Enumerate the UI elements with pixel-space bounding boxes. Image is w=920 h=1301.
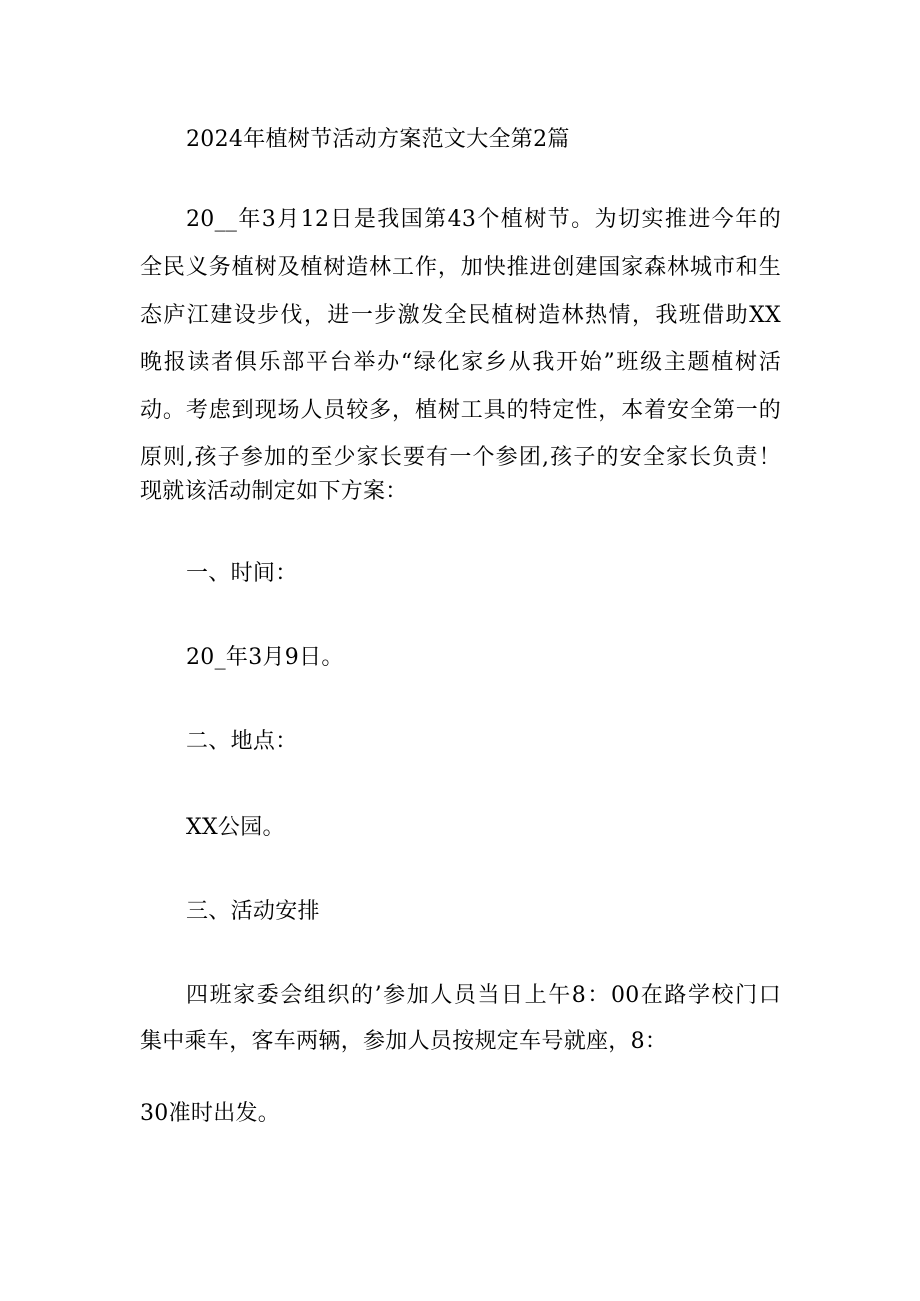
- section-time-heading: 一、时间：: [186, 561, 298, 586]
- schedule-line-3: 30准时出发。: [140, 1101, 281, 1126]
- section-time-body: 20_年3月9日。: [186, 645, 344, 670]
- section-location-heading: 二、地点：: [186, 729, 298, 754]
- intro-line-1: 20__年3月12日是我国第43个植树节。为切实推进今年的: [186, 207, 781, 232]
- intro-line-4: 晚报读者俱乐部平台举办“绿化家乡从我开始”班级主题植树活: [140, 350, 781, 375]
- intro-line-6: 原则,孩子参加的至少家长要有一个参团,孩子的安全家长负责！: [140, 445, 781, 470]
- intro-line-7: 现就该活动制定如下方案：: [140, 479, 408, 504]
- intro-line-3: 态庐江建设步伐，进一步激发全民植树造林热情，我班借助XX: [140, 303, 781, 328]
- document-title: 2024年植树节活动方案范文大全第2篇: [186, 127, 570, 152]
- intro-line-2: 全民义务植树及植树造林工作，加快推进创建国家森林城市和生: [140, 255, 781, 280]
- schedule-line-2: 集中乘车，客车两辆，参加人员按规定车号就座，8：: [140, 1029, 668, 1054]
- schedule-line-1: 四班家委会组织的’参加人员当日上午8：00在路学校门口: [186, 983, 781, 1008]
- intro-line-5: 动。考虑到现场人员较多，植树工具的特定性，本着安全第一的: [140, 398, 781, 423]
- section-location-body: XX公园。: [186, 815, 285, 840]
- section-schedule-heading: 三、活动安排: [186, 899, 320, 924]
